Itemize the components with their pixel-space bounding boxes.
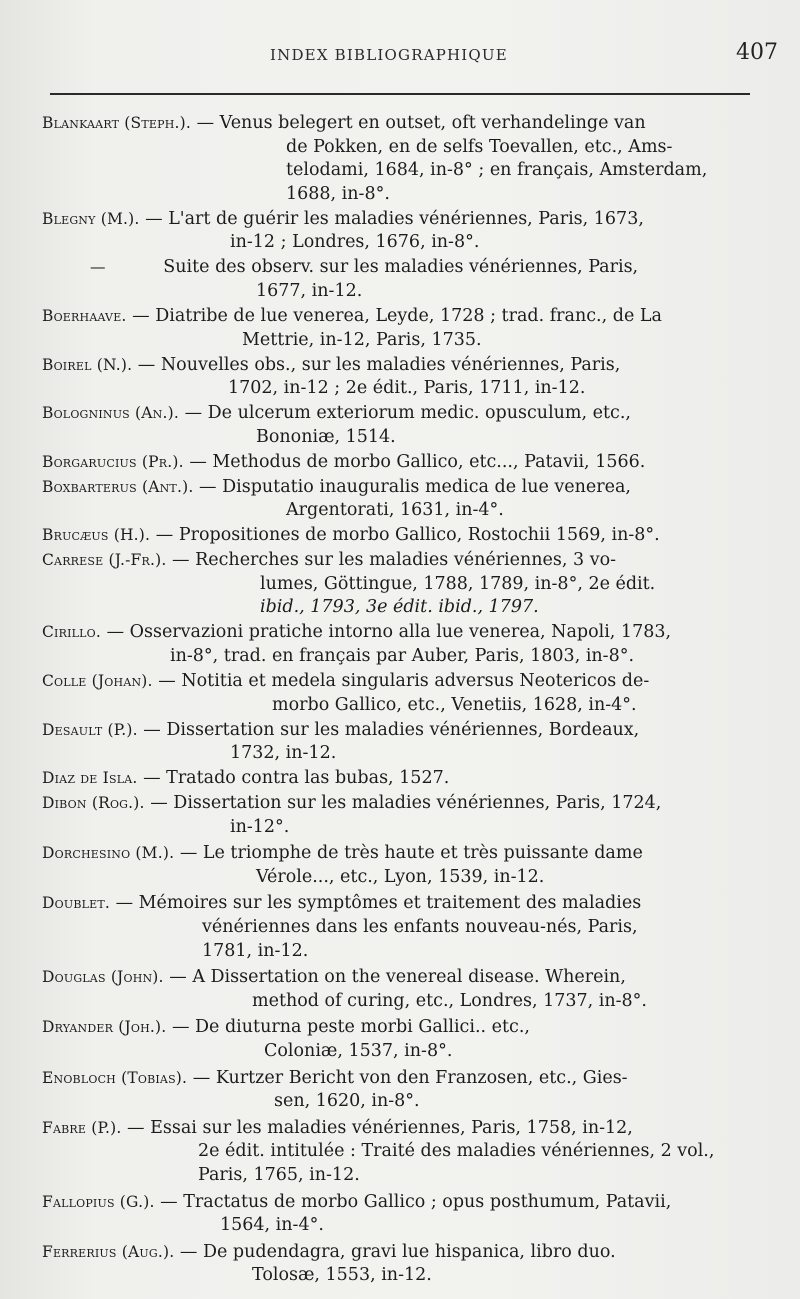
entry-continuation: ibid., 1793, 3e édit. ibid., 1797.	[260, 597, 539, 618]
entry-text: — Propositiones de morbo Gallico, Rostochii 1569, in-8°.	[155, 525, 660, 546]
header-rule	[50, 93, 750, 95]
entry-text: — De diuturna peste morbi Gallici.. etc.,	[171, 1017, 530, 1038]
entry-text: — Tractatus de morbo Gallico ; opus posthumum, Patavii,	[160, 1191, 672, 1212]
entry-text: — L'art de guérir les maladies vénériennes, Paris, 1673,	[145, 208, 644, 229]
entry-author: Fallopius (G.).	[42, 1192, 155, 1211]
entry-author: Dryander (Joh.).	[42, 1018, 167, 1037]
entry-text: — Diatribe de lue venerea, Leyde, 1728 ; trad. franc., de La	[132, 305, 662, 326]
bibliography-entry	[42, 354, 792, 401]
bibliography-entry	[42, 670, 792, 717]
entry-author: Dorchesino (M.).	[42, 844, 175, 863]
entry-continuation: 1677, in-12.	[256, 280, 363, 301]
entry-continuation: Vérole..., etc., Lyon, 1539, in-12.	[256, 866, 545, 887]
entry-author: Brucæus (H.).	[42, 526, 151, 545]
entry-author: Bologninus (An.).	[42, 404, 180, 423]
page-header	[0, 40, 800, 70]
entry-text: — De ulcerum exteriorum medic. opusculum, etc.,	[184, 403, 631, 424]
entry-continuation: Mettrie, in-12, Paris, 1735.	[242, 329, 482, 350]
bibliography-entry	[42, 402, 792, 449]
entry-author: Enobloch (Tobias).	[42, 1068, 188, 1087]
entry-text: — Recherches sur les maladies vénériennes, 3 vo-	[172, 550, 617, 571]
entry-author: Boxbarterus (Ant.).	[42, 477, 194, 496]
entry-continuation: lumes, Göttingue, 1788, 1789, in-8°, 2e édit.	[260, 573, 656, 594]
entry-continuation: in-8°, trad. en français par Auber, Paris, 1803, in-8°.	[170, 645, 635, 666]
bibliography-entry	[42, 524, 792, 548]
entry-author: Boerhaave.	[42, 306, 127, 325]
entry-author: —	[90, 258, 106, 277]
entry-author: Desault (P.).	[42, 720, 138, 739]
entry-author: Cirillo.	[42, 623, 101, 642]
entry-continuation: Argentorati, 1631, in-4°.	[286, 500, 504, 521]
bibliography-entry	[42, 1067, 792, 1114]
entry-author: Borgarucius (Pr.).	[42, 452, 184, 471]
bibliography-entry	[42, 792, 792, 839]
entry-author: Carrese (J.-Fr.).	[42, 551, 167, 570]
entry-author: Dibon (Rog.).	[42, 794, 145, 813]
entry-text: Suite des observ. sur les maladies vénériennes, Paris,	[163, 257, 639, 278]
entry-text: — Tratado contra las bubas, 1527.	[143, 768, 450, 789]
entry-continuation: 1702, in-12 ; 2e édit., Paris, 1711, in-12.	[228, 378, 586, 399]
entry-continuation: 1732, in-12.	[230, 743, 337, 764]
entry-author: Diaz de Isla.	[42, 769, 138, 788]
entry-author: Blegny (M.).	[42, 209, 140, 228]
entry-author: Blankaart (Steph.).	[42, 114, 192, 132]
entry-continuation: Coloniæ, 1537, in-8°.	[264, 1041, 453, 1062]
bibliography-entry	[42, 112, 792, 206]
bibliography-entries	[42, 112, 792, 1289]
bibliography-entry	[42, 621, 792, 668]
entry-author: Doublet.	[42, 894, 110, 913]
entry-continuation: sen, 1620, in-8°.	[274, 1091, 420, 1112]
entry-text: — Methodus de morbo Gallico, etc..., Patavii, 1566.	[189, 451, 646, 472]
entry-text: — Venus belegert en outset, oft verhandelinge van	[196, 113, 646, 133]
entry-continuation: in-12 ; Londres, 1676, in-8°.	[230, 232, 480, 253]
bibliography-entry	[42, 305, 792, 352]
entry-continuation: vénériennes dans les enfants nouveau-nés, Paris,	[202, 917, 638, 938]
bibliography-entry	[42, 966, 792, 1013]
entry-continuation: 2e édit. intitulée : Traité des maladies vénériennes, 2 vol.,	[198, 1141, 715, 1162]
entry-text: — Osservazioni pratiche intorno alla lue venerea, Napoli, 1783,	[106, 622, 672, 643]
entry-text: — Disputatio inauguralis medica de lue venerea,	[199, 476, 631, 497]
bibliography-entry	[42, 1117, 792, 1188]
bibliography-entry	[42, 451, 792, 475]
bibliography-entry	[42, 256, 792, 303]
entry-text: — Le triomphe de très haute et très puissante dame	[179, 843, 643, 864]
entry-continuation: method of curing, etc., Londres, 1737, in-8°.	[252, 990, 647, 1011]
entry-author: Fabre (P.).	[42, 1118, 122, 1137]
bibliography-entry	[42, 1191, 792, 1238]
entry-continuation: morbo Gallico, etc., Venetiis, 1628, in-4°.	[272, 694, 637, 715]
bibliography-entry	[42, 549, 792, 620]
bibliography-entry	[42, 208, 792, 255]
entry-author: Colle (Johan).	[42, 671, 153, 690]
page-number: 407	[736, 40, 778, 65]
entry-continuation: Tolosæ, 1553, in-12.	[252, 1265, 432, 1286]
entry-author: Boirel (N.).	[42, 355, 133, 374]
entry-author: Douglas (John).	[42, 968, 164, 987]
entry-text: — A Dissertation on the venereal disease. Wherein,	[169, 967, 626, 988]
entry-continuation: 1781, in-12.	[202, 940, 309, 961]
entry-text: — Essai sur les maladies vénériennes, Paris, 1758, in-12,	[127, 1117, 633, 1138]
entry-continuation: telodami, 1684, in-8° ; en français, Amsterdam,	[286, 160, 708, 181]
entry-text: — Kurtzer Bericht von den Franzosen, etc., Gies-	[192, 1067, 628, 1088]
entry-text: — Dissertation sur les maladies vénériennes, Paris, 1724,	[150, 793, 662, 814]
entry-continuation: 1564, in-4°.	[220, 1215, 324, 1236]
bibliography-entry	[42, 892, 792, 963]
entry-continuation: de Pokken, en de selfs Toevallen, etc., Ams-	[286, 136, 673, 157]
entry-continuation: 1688, in-8°.	[286, 183, 390, 204]
entry-continuation: in-12°.	[230, 816, 290, 837]
entry-continuation: Bononiæ, 1514.	[256, 426, 396, 447]
entry-continuation: Paris, 1765, in-12.	[198, 1165, 360, 1185]
bibliography-entry	[42, 767, 792, 791]
bibliography-entry	[42, 476, 792, 523]
bibliography-entry	[42, 1016, 792, 1063]
entry-author: Ferrerius (Aug.).	[42, 1242, 175, 1261]
bibliography-entry	[42, 842, 792, 889]
entry-text: — De pudendagra, gravi lue hispanica, libro duo.	[179, 1241, 616, 1262]
running-title: INDEX BIBLIOGRAPHIQUE	[270, 46, 508, 64]
bibliography-entry	[42, 1241, 792, 1288]
entry-text: — Dissertation sur les maladies vénériennes, Bordeaux,	[143, 719, 640, 740]
entry-text: — Notitia et medela singularis adversus Neotericos de-	[158, 670, 650, 691]
entry-text: — Nouvelles obs., sur les maladies vénériennes, Paris,	[137, 354, 621, 375]
entry-text: — Mémoires sur les symptômes et traitement des maladies	[115, 893, 642, 914]
bibliography-entry	[42, 719, 792, 766]
